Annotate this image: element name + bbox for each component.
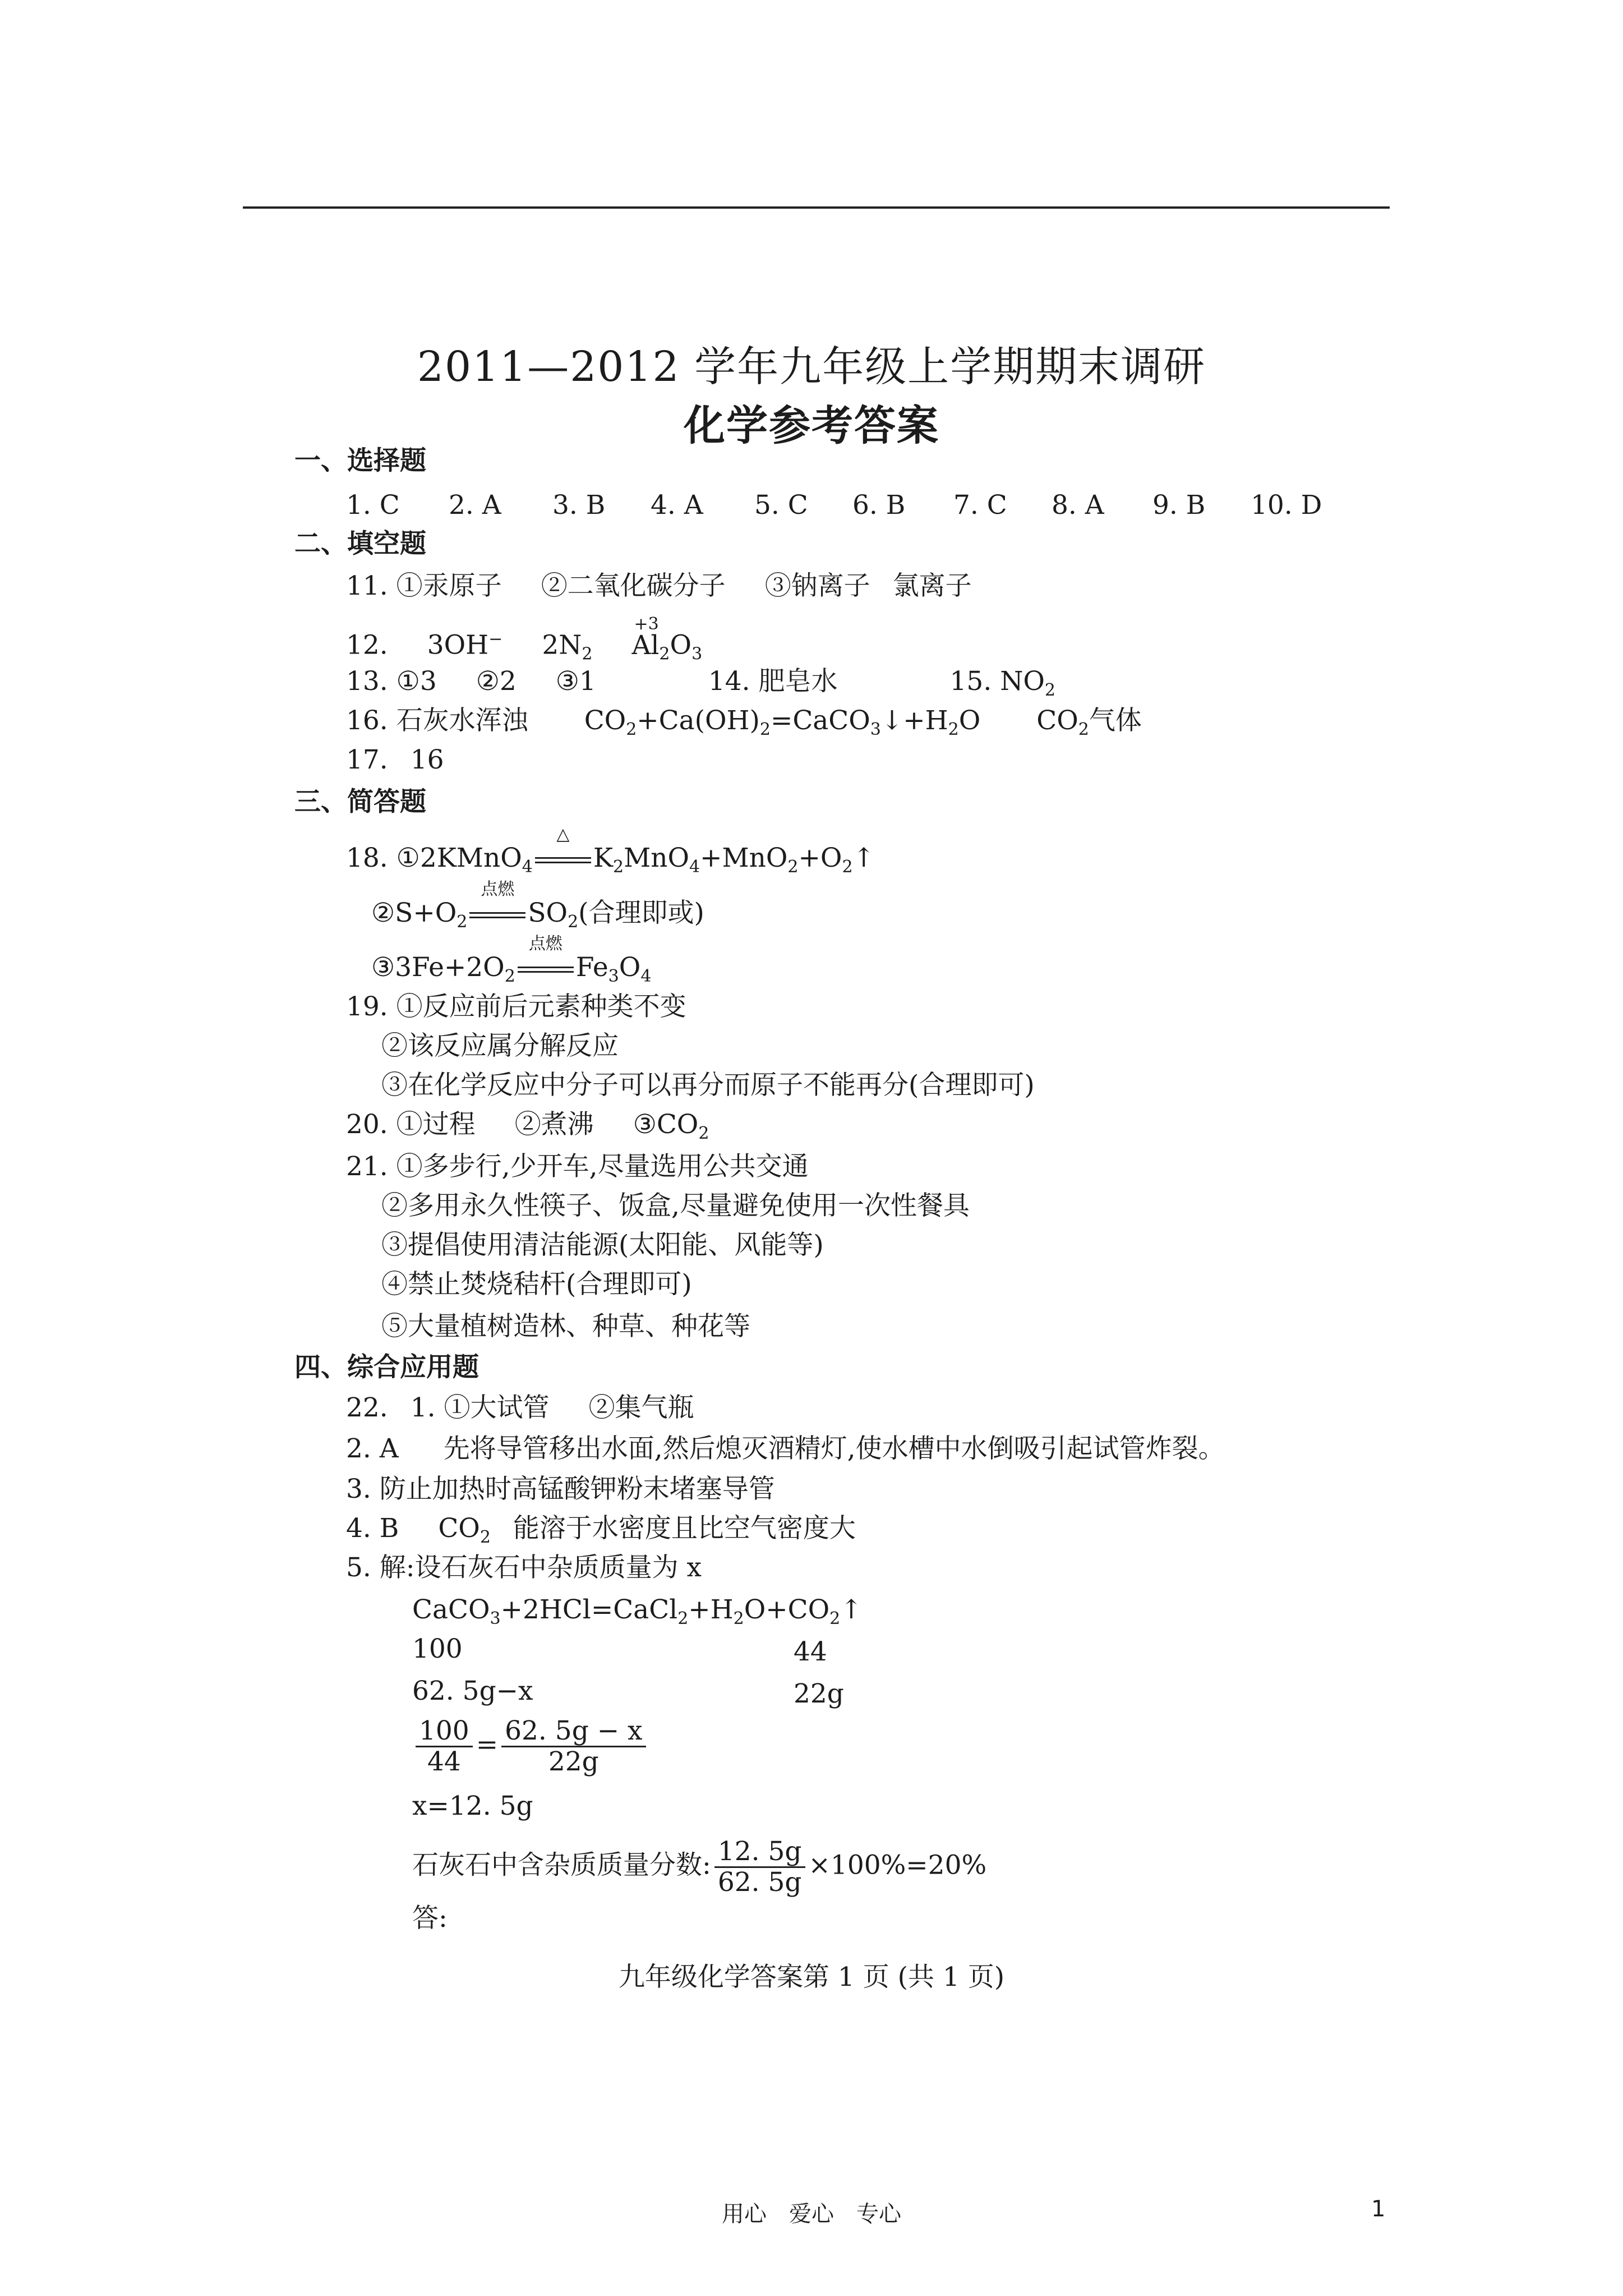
page-subtitle: 化学参考答案	[684, 402, 939, 450]
answer-22-3: 3. 防止加热时高锰酸钾粉末堵塞导管	[346, 1474, 775, 1504]
answer-22-5-equation: $CaCO_3+2HCl=CaCl_2+H_2O+CO_2↑$	[412, 1594, 863, 1628]
mc-answer: 6. B	[852, 490, 906, 521]
mc-answer: 3. B	[552, 490, 606, 521]
answer-19-1: 19. ①反应前后元素种类不变	[346, 991, 686, 1022]
mc-answer: 5. C	[754, 490, 808, 521]
answer-22-5-intro: 5. 解:设石灰石中杂质质量为 x	[346, 1552, 702, 1583]
answer-17: 17. 16	[346, 744, 444, 775]
molar-mass-caco3: 100	[412, 1634, 463, 1664]
molar-mass-co2: 44	[794, 1636, 827, 1667]
answer-21-3: ③提倡使用清洁能源(太阳能、风能等)	[381, 1230, 824, 1260]
answer-18-2: $②S+O_2$ 点燃 $SO_2$(合理即或)	[371, 880, 704, 932]
answer-label: 答:	[412, 1903, 448, 1934]
section-heading-fill: 二、填空题	[294, 528, 426, 559]
answer-22-4: 4. B $CO_2$ 能溶于水密度且比空气密度大	[346, 1513, 856, 1547]
answer-16: 16. 石灰水浑浊 $CO_2+Ca(OH)_2=CaCO_3↓+H_2O$ $CO_2$气体	[346, 705, 1142, 739]
answer-13-15: 13. ①3 ②2 ③1 14. 肥皂水 15. $NO_2$	[346, 666, 1055, 700]
section-heading-choice: 一、选择题	[294, 445, 426, 476]
answer-18-1: 18. ①2KMnO$_4$ △ $K_2MnO_4+MnO_2+O_2↑$	[346, 825, 875, 877]
x-result: x=12. 5g	[412, 1791, 533, 1821]
mc-answer: 2. A	[449, 490, 501, 521]
page-title: 2011—2012 学年九年级上学期期末调研	[417, 343, 1206, 391]
answer-21-1: 21. ①多步行,少开车,尽量选用公共交通	[346, 1151, 809, 1182]
mc-answer: 1. C	[346, 490, 400, 521]
answer-20: 20. ①过程 ②煮沸 $③CO_2$	[346, 1109, 709, 1143]
answer-21-2: ②多用永久性筷子、饭盒,尽量避免使用一次性餐具	[381, 1190, 970, 1221]
mc-answer: 8. A	[1052, 490, 1104, 521]
answer-18-3: $③3Fe+2O_2$ 点燃 $Fe_3O_4$	[371, 934, 652, 986]
percentage-result: 石灰石中含杂质质量分数: $\frac{12. 5g}{62. 5g}$ ×100%=20%	[412, 1836, 987, 1898]
answer-21-5: ⑤大量植树造林、种草、种花等	[381, 1311, 750, 1342]
mass-co2: 22g	[794, 1678, 844, 1709]
mc-answer: 4. A	[651, 490, 703, 521]
answer-12: 12. 3OH− $2N_2$ +3 $Al_2O_3$	[346, 614, 703, 664]
mc-answer: 7. C	[953, 490, 1007, 521]
answer-19-2: ②该反应属分解反应	[381, 1030, 619, 1061]
answer-22-2: 2. A 先将导管移出水面,然后熄灭酒精灯,使水槽中水倒吸引起试管炸裂。	[346, 1433, 1225, 1464]
bottom-footer: 用心 爱心 专心	[722, 2201, 901, 2227]
answer-19-3: ③在化学反应中分子可以再分而原子不能再分(合理即可)	[381, 1070, 1035, 1101]
mc-answer: 10. D	[1251, 490, 1322, 521]
mass-caco3: 62. 5g−x	[412, 1676, 533, 1706]
mc-answer: 9. B	[1152, 490, 1206, 521]
answer-11: 11. ①汞原子 ②二氧化碳分子 ③钠离子 氯离子	[346, 570, 972, 601]
answer-21-4: ④禁止焚烧秸杆(合理即可)	[381, 1269, 692, 1300]
section-heading-short: 三、简答题	[294, 786, 426, 817]
ratio-equation: $\frac{100}{44}$ = $\frac{62. 5g - x}{22g}$	[412, 1717, 649, 1777]
page-number: 1	[1371, 2196, 1386, 2222]
answer-22-1: 22. 1. ①大试管 ②集气瓶	[346, 1392, 694, 1423]
header-rule	[243, 206, 1390, 209]
section-heading-applied: 四、综合应用题	[294, 1352, 479, 1383]
page-footer: 九年级化学答案第 1 页 (共 1 页)	[618, 1962, 1005, 1993]
